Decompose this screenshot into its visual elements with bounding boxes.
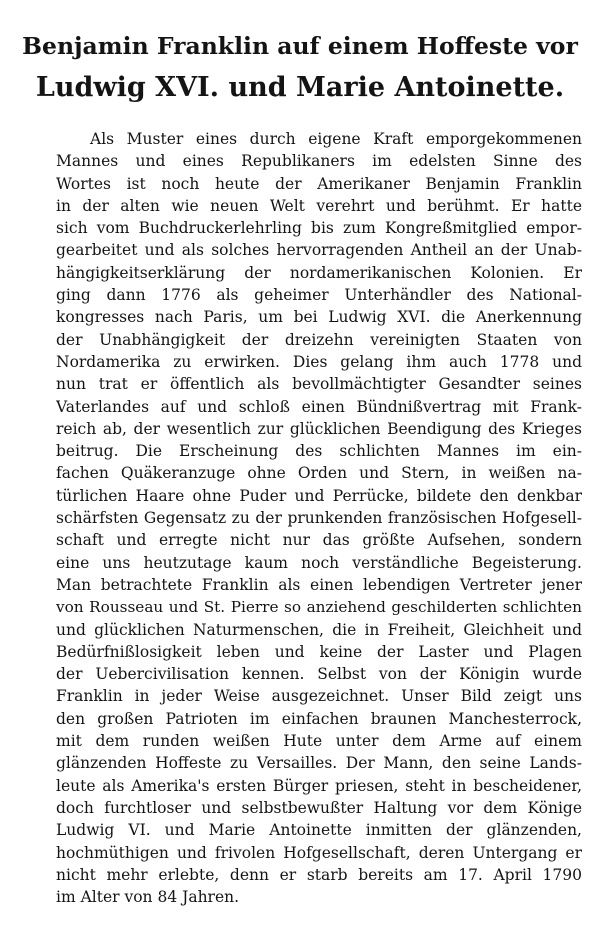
- body-line-20: eine uns heutzutage kaum noch verständliche Begeisterung.: [56, 553, 582, 572]
- body-line-34: nicht mehr erlebte, denn er starb bereits am 17. April 1790: [56, 865, 582, 884]
- body-line-6: gearbeitet und als solches hervorragenden Antheil an der Unab-: [56, 241, 582, 260]
- body-line-28: mit dem runden weißen Hute unter dem Arme auf einem: [56, 732, 582, 751]
- body-line-25: der Uebercivilisation kennen. Selbst von der Königin wurde: [56, 665, 582, 684]
- body-line-23: und glücklichen Naturmenschen, die in Freiheit, Gleichheit und: [56, 620, 582, 639]
- body-line-22: von Rousseau und St. Pierre so anziehend geschilderten schlichten: [56, 598, 582, 617]
- body-line-35: im Alter von 84 Jahren.: [56, 888, 240, 907]
- body-line-19: schaft und erregte nicht nur das größte Aufsehen, sondern: [56, 531, 582, 550]
- body-line-13: Vaterlandes auf und schloß einen Bündnißvertrag mit Frank-: [56, 397, 582, 416]
- body-line-8: ging dann 1776 als geheimer Unterhändler des National-: [56, 286, 582, 305]
- body-line-3: Wortes ist noch heute der Amerikaner Benjamin Franklin: [56, 174, 582, 193]
- body-line-9: kongresses nach Paris, um bei Ludwig XVI. die Anerkennung: [56, 308, 582, 327]
- body-line-31: doch furchtloser und selbstbewußter Haltung vor dem Könige: [56, 798, 582, 817]
- article-title-line-1: Benjamin Franklin auf einem Hoffeste vor: [22, 32, 578, 60]
- body-line-32: Ludwig VI. und Marie Antoinette inmitten der glänzenden,: [56, 821, 582, 840]
- body-line-11: Nordamerika zu erwirken. Dies gelang ihm auch 1778 und: [56, 352, 582, 371]
- body-line-33: hochmüthigen und frivolen Hofgesellschaft, deren Untergang er: [56, 843, 582, 862]
- body-line-4: in der alten wie neuen Welt verehrt und berühmt. Er hatte: [56, 196, 582, 215]
- body-line-24: Bedürfnißlosigkeit leben und keine der Laster und Plagen: [56, 642, 582, 661]
- body-line-16: fachen Quäkeranzuge ohne Orden und Stern, in weißen na-: [56, 464, 582, 483]
- body-line-27: den großen Patrioten im einfachen braunen Manchesterrock,: [56, 709, 582, 728]
- body-line-10: der Unabhängigkeit der dreizehn vereinigten Staaten von: [56, 330, 582, 349]
- body-line-12: nun trat er öffentlich als bevollmächtigter Gesandter seines: [56, 375, 582, 394]
- article-body: [56, 128, 582, 908]
- body-line-2: Mannes und eines Republikaners im edelsten Sinne des: [56, 152, 582, 171]
- body-line-21: Man betrachtete Franklin als einen lebendigen Vertreter jener: [56, 575, 582, 594]
- body-line-17: türlichen Haare ohne Puder und Perrücke, bildete den denkbar: [56, 486, 582, 505]
- body-line-29: glänzenden Hoffeste zu Versailles. Der Mann, den seine Lands-: [56, 754, 582, 773]
- body-line-14: reich ab, der wesentlich zur glücklichen Beendigung des Krieges: [56, 419, 582, 438]
- body-line-26: Franklin in jeder Weise ausgezeichnet. Unser Bild zeigt uns: [56, 687, 582, 706]
- body-line-30: leute als Amerika's ersten Bürger priesen, steht in bescheidener,: [56, 776, 582, 795]
- body-line-18: schärfsten Gegensatz zu der prunkenden französischen Hofgesell-: [56, 509, 582, 528]
- article-title-line-2: Ludwig XVI. und Marie Antoinette.: [35, 72, 565, 103]
- body-line-15: beitrug. Die Erscheinung des schlichten Mannes im ein-: [56, 442, 582, 461]
- body-line-7: hängigkeitserklärung der nordamerikanischen Kolonien. Er: [56, 263, 582, 282]
- body-line-5: sich vom Buchdruckerlehrling bis zum Kongreßmitglied empor-: [56, 219, 582, 238]
- body-line-1: Als Muster eines durch eigene Kraft emporgekommenen: [90, 130, 582, 148]
